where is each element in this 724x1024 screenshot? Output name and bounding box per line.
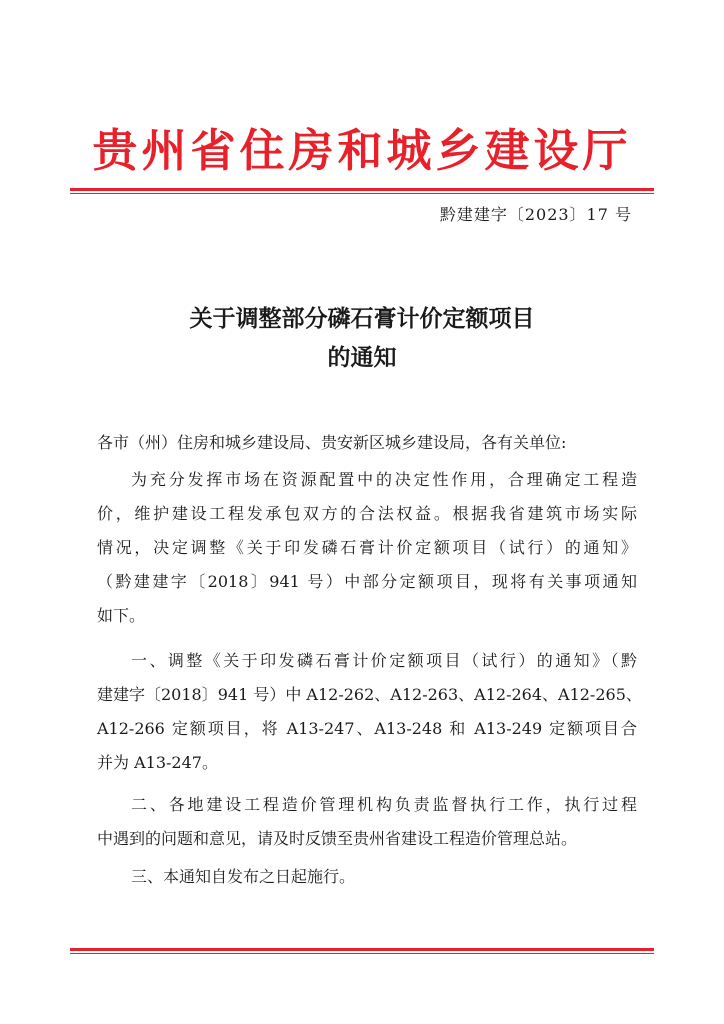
document-title-line-1: 关于调整部分磷石膏计价定额项目 [189,305,535,332]
intro-line: 为充分发挥市场在资源配置中的决定性作用，合理确定工程造 [131,470,637,489]
document-title-line-2: 的通知 [327,344,397,371]
intro-paragraph [97,463,637,633]
intro-line: （黔建建字〔2018〕941 号）中部分定额项目，现将有关事项通知 [97,572,637,591]
intro-line: 如下。 [97,606,146,625]
document-number: 黔建建字〔2023〕17 号 [439,205,632,224]
item-1-line: 并为 A13-247。 [97,753,218,772]
header-rule-thin [70,193,654,194]
item-1-line: A12-266 定额项目，将 A13-247、A13-248 和 A13-249 定额项目合 [97,719,637,738]
item-2-line: 中遇到的问题和意见，请及时反馈至贵州省建设工程造价管理总站。 [97,829,578,848]
salutation [97,426,637,460]
footer-rule-thick [70,948,654,951]
item-1-line: 一、调整《关于印发磷石膏计价定额项目（试行）的通知》（黔 [131,651,637,670]
footer-rule-thin [70,953,654,954]
intro-line: 情况，决定调整《关于印发磷石膏计价定额项目（试行）的通知》 [97,538,637,557]
item-1-line: 建建字〔2018〕941 号）中 A12-262、A12-263、A12-264、A12-265、 [97,685,642,704]
agency-letterhead: 贵州省住房和城乡建设厅 [92,124,632,177]
salutation-line: 各市（州）住房和城乡建设局、贵安新区城乡建设局，各有关单位: [97,433,567,452]
header-rule-thick [70,188,654,191]
item-3-paragraph [97,860,637,894]
item-2-line: 二、各地建设工程造价管理机构负责监督执行工作，执行过程 [131,795,637,814]
intro-line: 价，维护建设工程发承包双方的合法权益。根据我省建筑市场实际 [97,504,637,523]
item-1-paragraph [97,644,642,780]
item-3-line: 三、本通知自发布之日起施行。 [131,867,356,886]
item-2-paragraph [97,788,637,856]
